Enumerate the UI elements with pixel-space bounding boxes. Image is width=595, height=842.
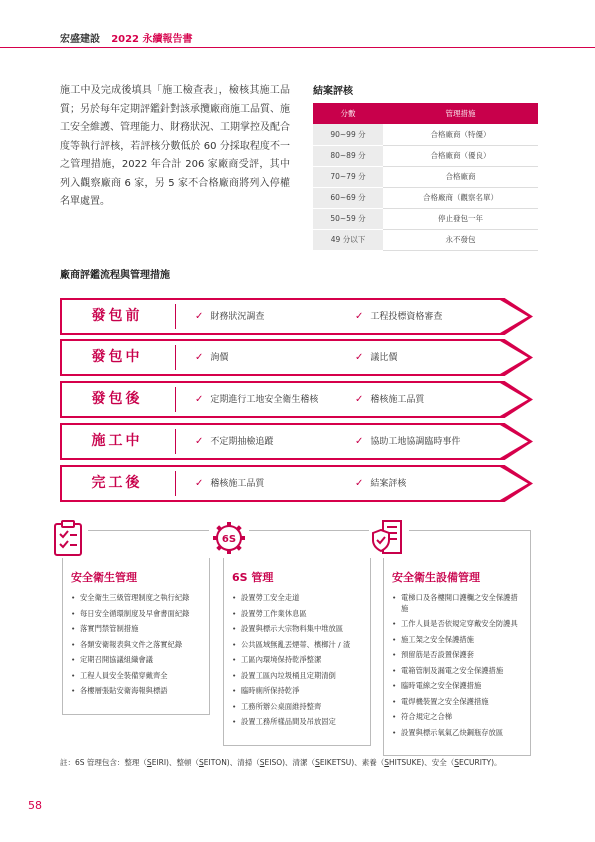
table-row [313, 229, 538, 250]
flow-item-label: 議比價 [370, 353, 398, 363]
list-item: • 安全衛生三級管理制度之執行紀錄 [71, 593, 201, 604]
list-item: • 公共區域無亂丟煙蒂、檳榔汁 / 渣 [232, 640, 362, 651]
flow-item-label: 稽核施工品質 [370, 395, 425, 405]
check-icon: ✓ [355, 436, 364, 447]
list-item: • 工區內環境保持乾淨整潔 [232, 655, 362, 666]
flow-divider [175, 471, 176, 496]
check-icon: ✓ [355, 352, 364, 363]
footnote-term: EIKETSU)、素養（ [319, 758, 385, 767]
list-item: • 工程人員安全裝備穿戴齊全 [71, 671, 201, 682]
footnote-term: EIRI)、整頓（ [151, 758, 199, 767]
page-number: 58 [28, 799, 42, 812]
list-item: • 各樓層張貼安衛海報與標語 [71, 686, 201, 697]
check-icon: ✓ [355, 394, 364, 405]
svg-text:6S: 6S [221, 534, 237, 545]
footnote [60, 757, 502, 768]
action-cell: 合格廠商 [383, 166, 538, 187]
footnote-initial: S [454, 758, 460, 767]
flow-divider [175, 387, 176, 412]
list-item: • 工務所辦公桌面維持整齊 [232, 702, 362, 713]
score-cell: 50~59 分 [313, 208, 383, 229]
footnote-initial: S [384, 758, 389, 767]
footnote-initial: S [315, 758, 320, 767]
list-item: • 電焊機裝置之安全保護措施 [392, 697, 522, 708]
list-item: • 臨時電線之安全保護措施 [392, 681, 522, 692]
flow-stage-name: 完工後 [91, 475, 143, 491]
equipment-shield-icon [369, 518, 409, 558]
score-cell: 70~79 分 [313, 166, 383, 187]
report-name: 2022 永續報告書 [111, 34, 193, 45]
flow-item-label: 稽核施工品質 [210, 479, 265, 489]
check-icon: ✓ [195, 394, 204, 405]
check-icon: ✓ [195, 352, 204, 363]
table-row [313, 208, 538, 229]
action-cell: 合格廠商（觀察名單） [383, 187, 538, 208]
gear-6s-icon [209, 518, 249, 558]
list-item: • 電梯口及各樓開口護欄之安全保護措施 [392, 593, 522, 614]
results-table-header-row [313, 103, 538, 124]
footnote-initial: S [199, 758, 204, 767]
footnote-term: EISO)、清潔（ [264, 758, 316, 767]
score-cell: 90~99 分 [313, 124, 383, 145]
action-column-header: 管理措施 [383, 103, 538, 124]
results-table [313, 103, 538, 251]
flow-item [355, 341, 397, 374]
list-item: • 落實門禁管制措施 [71, 624, 201, 635]
flow-divider [175, 345, 176, 370]
flow-divider [175, 304, 176, 329]
list-item: • 符合規定之合梯 [392, 712, 522, 723]
check-icon: ✓ [195, 436, 204, 447]
box-title: 安全衛生管理 [71, 571, 137, 584]
box-title: 6S 管理 [232, 571, 274, 584]
footnote-term: HITSUKE)、安全（ [388, 758, 455, 767]
intro-paragraph: 施工中及完成後填具「施工檢查表」，檢核其施工品質；另於每年定期評鑑針對該承攬廠商施工品質、施工安全維護、管理能力、財務狀況、工期掌控及配合度等執行評核，若評核分數低於 60 分採取程度不一之管理措施，2022 年合計 206 家廠商受評，其中列入觀察廠商 6 家，另 5 家不合格廠商將列入停權名單處置。 [60, 85, 290, 207]
flow-item [195, 467, 264, 500]
table-row [313, 187, 538, 208]
footnote-initial: S [259, 758, 265, 767]
list-item: • 施工架之安全保護措施 [392, 635, 522, 646]
list-item: • 設置與標示氧氣乙炔鋼瓶存放區 [392, 728, 522, 739]
flow-stage-name: 施工中 [91, 433, 143, 449]
table-row [313, 124, 538, 145]
flow-stage-name: 發包前 [91, 308, 143, 324]
score-cell: 49 分以下 [313, 229, 383, 250]
footnote-prefix: 註：6S 管理包含：整理（ [60, 758, 147, 767]
check-icon: ✓ [355, 478, 364, 489]
flow-item [355, 300, 442, 333]
check-icon: ✓ [195, 478, 204, 489]
list-item: • 定期召開協議組織會議 [71, 655, 201, 666]
flow-section-title: 廠商評鑑流程與管理措施 [60, 270, 170, 281]
management-box [383, 530, 531, 756]
management-box [223, 530, 371, 746]
action-cell: 停止發包一年 [383, 208, 538, 229]
flow-item-label: 工程投標資格審查 [370, 312, 443, 322]
action-cell: 合格廠商（特優） [383, 124, 538, 145]
list-item: • 預留筋是否設置保護套 [392, 650, 522, 661]
list-item: • 各類安衛報表與文件之落實紀錄 [71, 640, 201, 651]
box-title: 安全衛生設備管理 [392, 571, 480, 584]
flow-item [195, 341, 228, 374]
list-item: • 電箱管制及漏電之安全保護措施 [392, 666, 522, 677]
action-cell: 永不發包 [383, 229, 538, 250]
list-item: • 每日安全循環制度及早會書面紀錄 [71, 609, 201, 620]
footnote-term: EITON)、清掃（ [203, 758, 260, 767]
list-item: • 設置勞工作業休息區 [232, 609, 362, 620]
list-item: • 工作人員是否依規定穿戴安全防護具 [392, 619, 522, 630]
flow-item-label: 不定期抽檢追蹤 [210, 437, 274, 447]
flow-item-label: 結案評核 [370, 479, 407, 489]
flow-item [355, 467, 406, 500]
score-cell: 80~89 分 [313, 145, 383, 166]
flow-item [355, 425, 460, 458]
footnote-initial: S [146, 758, 152, 767]
list-item: • 臨時廁所保持乾淨 [232, 686, 362, 697]
list-item: • 設置與標示大宗物料集中堆放區 [232, 624, 362, 635]
running-header [60, 30, 193, 45]
list-item: • 設置工區內垃圾桶且定期清倒 [232, 671, 362, 682]
list-item: • 設置工務所樣品間及吊放固定 [232, 717, 362, 728]
flow-item [195, 300, 264, 333]
flow-stage-name: 發包中 [91, 349, 143, 365]
score-column-header: 分數 [313, 103, 383, 124]
flow-stage-name: 發包後 [91, 391, 143, 407]
clipboard-check-icon [48, 518, 88, 558]
results-table-title: 結案評核 [313, 86, 353, 97]
box-list [224, 585, 370, 745]
check-icon: ✓ [355, 311, 364, 322]
footnote-term: ECURITY)。 [459, 758, 502, 767]
flow-item-label: 財務狀況調查 [210, 312, 265, 322]
box-list [384, 585, 530, 755]
flow-item [195, 425, 273, 458]
flow-item [355, 383, 424, 416]
flow-item-label: 協助工地協調臨時事件 [370, 437, 461, 447]
list-item: • 設置勞工安全走道 [232, 593, 362, 604]
flow-item [195, 383, 318, 416]
check-icon: ✓ [195, 311, 204, 322]
flow-divider [175, 429, 176, 454]
action-cell: 合格廠商（優良） [383, 145, 538, 166]
header-divider [0, 47, 595, 48]
flow-item-label: 定期進行工地安全衛生稽核 [210, 395, 319, 405]
company-name: 宏盛建設 [60, 34, 100, 45]
table-row [313, 145, 538, 166]
table-row [313, 166, 538, 187]
box-list [63, 585, 209, 714]
flow-item-label: 詢價 [210, 353, 229, 363]
score-cell: 60~69 分 [313, 187, 383, 208]
